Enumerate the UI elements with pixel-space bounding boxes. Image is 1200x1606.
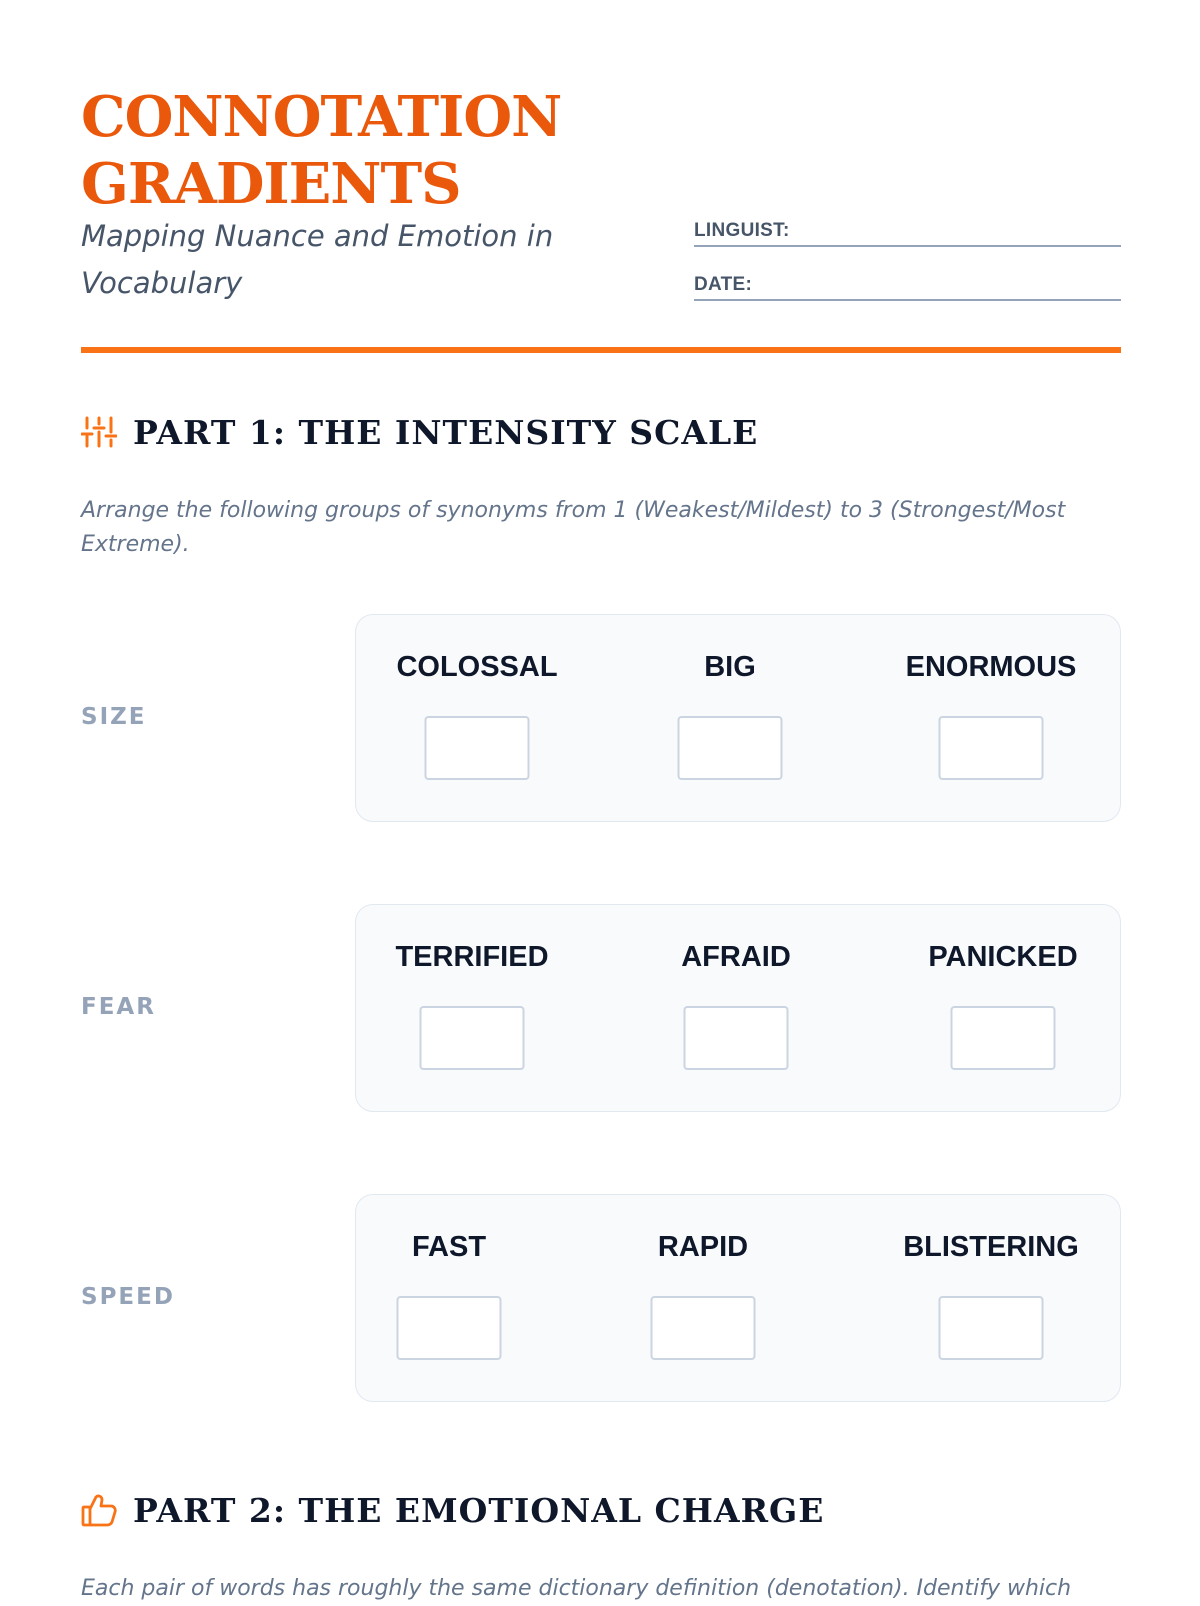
word-big: BIG <box>704 651 756 683</box>
rank-box-fast[interactable] <box>397 1296 502 1360</box>
rank-box-afraid[interactable] <box>684 1006 789 1070</box>
rank-box-enormous[interactable] <box>939 716 1044 780</box>
header-divider <box>81 347 1121 353</box>
word-colossal: COLOSSAL <box>396 651 558 683</box>
linguist-label: LINGUIST: <box>694 220 790 241</box>
title-line-2: GRADIENTS <box>81 151 461 217</box>
part1-title: PART 1: THE INTENSITY SCALE <box>133 412 759 452</box>
word-fast: FAST <box>411 1231 487 1263</box>
word-rapid: RAPID <box>657 1231 749 1263</box>
date-label: DATE: <box>694 274 753 295</box>
word-blistering: BLISTERING <box>903 1231 1079 1263</box>
rank-box-panicked[interactable] <box>951 1006 1056 1070</box>
word-afraid: AFRAID <box>681 941 791 973</box>
rank-box-rapid[interactable] <box>651 1296 756 1360</box>
part2-heading <box>81 1488 824 1532</box>
group-label-speed: SPEED <box>81 1284 175 1310</box>
linguist-field[interactable] <box>694 215 1121 247</box>
group-card-speed <box>355 1194 1121 1402</box>
rank-box-blistering[interactable] <box>939 1296 1044 1360</box>
worksheet-title <box>81 84 601 218</box>
word-terrified: TERRIFIED <box>395 941 549 973</box>
date-field[interactable] <box>694 269 1121 301</box>
part2-title: PART 2: THE EMOTIONAL CHARGE <box>133 1490 825 1530</box>
group-card-fear <box>355 904 1121 1112</box>
part1-heading <box>81 410 758 454</box>
word-panicked: PANICKED <box>928 941 1078 973</box>
worksheet-subtitle: Mapping Nuance and Emotion in Vocabulary <box>81 219 554 300</box>
title-line-1: CONNOTATION <box>81 84 562 150</box>
rank-box-colossal[interactable] <box>425 716 530 780</box>
group-card-size <box>355 614 1121 822</box>
sliders-icon <box>81 414 117 450</box>
word-enormous: ENORMOUS <box>905 651 1077 683</box>
rank-box-terrified[interactable] <box>420 1006 525 1070</box>
thumbs-up-icon <box>81 1492 117 1528</box>
part1-instructions: Arrange the following groups of synonyms from 1 (Weakest/Mildest) to 3 (Strongest/Most Extreme). <box>81 498 1066 557</box>
group-label-size: SIZE <box>81 704 147 730</box>
worksheet-page <box>81 0 1121 1600</box>
group-label-fear: FEAR <box>81 994 156 1020</box>
part2-instructions: Each pair of words has roughly the same dictionary definition (denotation). Identify which <box>81 1576 1072 1601</box>
rank-box-big[interactable] <box>678 716 783 780</box>
